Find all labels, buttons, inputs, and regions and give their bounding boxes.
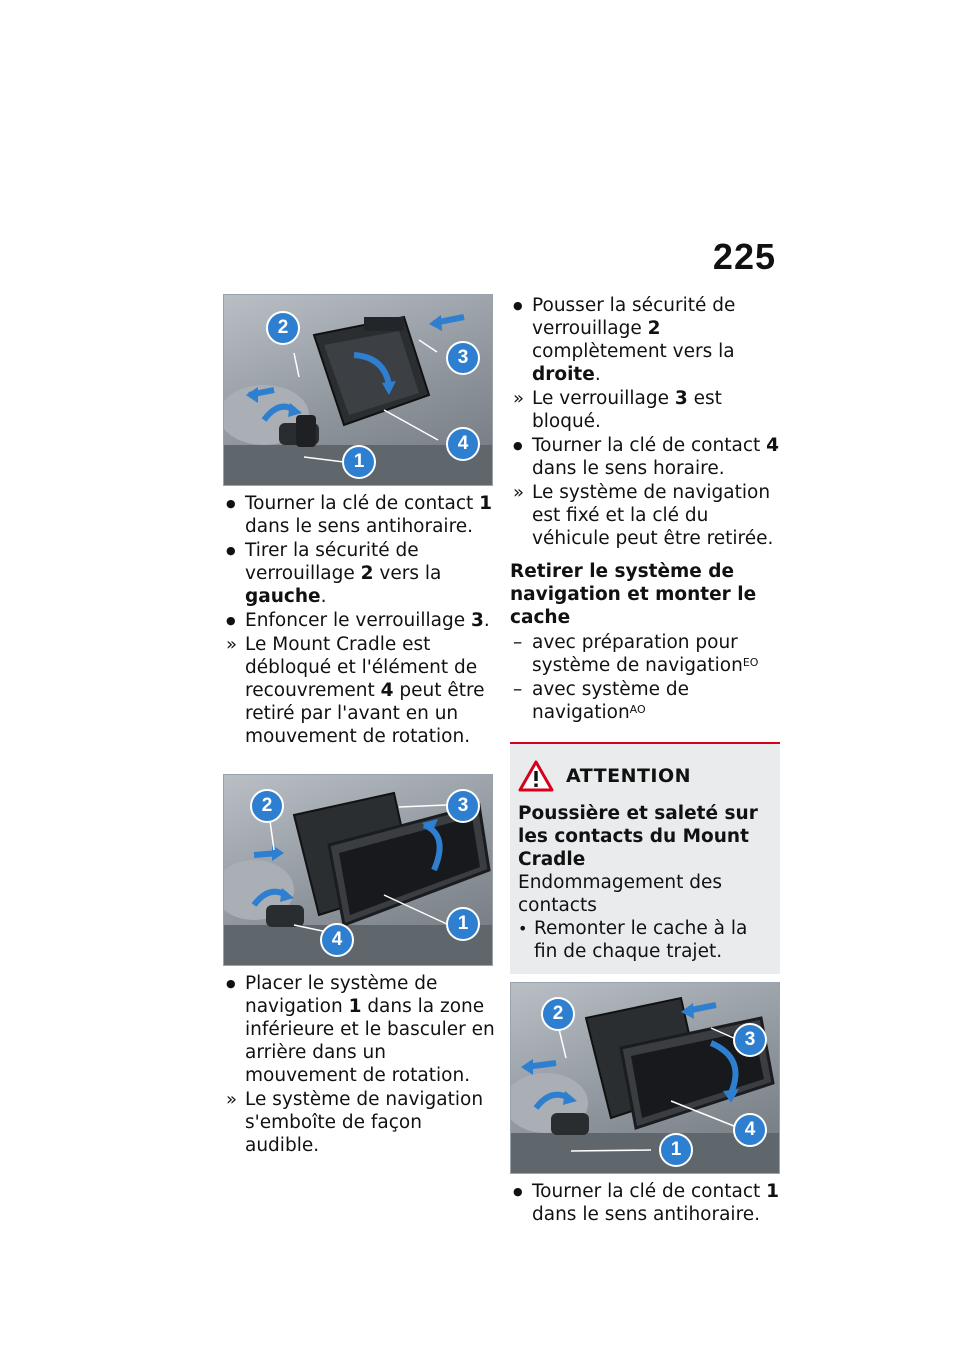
list-item: ● Tourner la clé de contact 1 dans le sens antihoraire.	[510, 1180, 780, 1226]
conditions-list	[510, 631, 780, 724]
list-item: » Le système de navigation s'emboîte de façon audible.	[223, 1088, 495, 1157]
warning-remedy-list	[518, 917, 770, 963]
warning-consequence: Endommagement des contacts	[518, 872, 723, 916]
list-item: » Le système de navigation est fixé et la clé du véhicule peut être retirée.	[510, 481, 780, 550]
callout-3: 3	[446, 341, 480, 375]
callout-2: 2	[541, 997, 575, 1031]
figure-mount-cradle-unlock	[223, 294, 493, 486]
callout-3: 3	[733, 1023, 767, 1057]
warning-remedy: • Remonter le cache à la fin de chaque trajet.	[518, 917, 770, 963]
warning-box	[510, 742, 780, 974]
list-item: ● Placer le système de navigation 1 dans la zone inférieure et le basculer en arrière dans un mouvement de rotation.	[223, 972, 495, 1087]
list-item: ● Tirer la sécurité de verrouillage 2 vers la gauche.	[223, 539, 495, 608]
callout-4: 4	[320, 923, 354, 957]
callout-1: 1	[446, 907, 480, 941]
steps-lock	[510, 294, 780, 550]
list-item: ● Tourner la clé de contact 4 dans le sens horaire.	[510, 434, 780, 480]
callout-1: 1	[342, 445, 376, 479]
callout-1: 1	[659, 1133, 693, 1167]
figure-navigation-insert	[223, 774, 493, 966]
callout-2: 2	[250, 789, 284, 823]
warning-label: ATTENTION	[566, 764, 692, 787]
list-item: ● Pousser la sécurité de verrouillage 2 complètement vers la droite.	[510, 294, 780, 386]
callout-2: 2	[266, 311, 300, 345]
list-item: ● Enfoncer le verrouillage 3.	[223, 609, 495, 632]
steps-remove	[510, 1180, 780, 1226]
left-column	[223, 294, 495, 1158]
page-number: 225	[712, 236, 776, 277]
warning-header	[518, 760, 770, 792]
list-item: » Le Mount Cradle est débloqué et l'élément de recouvrement 4 peut être retiré par l'avant en un mouvement de rotation.	[223, 633, 495, 748]
section-title: Retirer le système de navigation et monter le cache	[510, 561, 757, 628]
callout-4: 4	[446, 427, 480, 461]
list-item: – avec système de navigation$^{AO}$	[510, 678, 780, 724]
right-column	[510, 294, 780, 1227]
steps-unlock	[223, 492, 495, 748]
list-item: – avec préparation pour système de navigation$^{EO}$	[510, 631, 780, 677]
list-item: ● Tourner la clé de contact 1 dans le sens antihoraire.	[223, 492, 495, 538]
list-item: » Le verrouillage 3 est bloqué.	[510, 387, 780, 433]
warning-cause: Poussière et saleté sur les contacts du Mount Cradle	[518, 803, 758, 870]
figure-navigation-remove	[510, 982, 780, 1174]
warning-triangle-icon	[518, 760, 554, 792]
callout-4: 4	[733, 1113, 767, 1147]
steps-insert	[223, 972, 495, 1157]
callout-3: 3	[446, 789, 480, 823]
